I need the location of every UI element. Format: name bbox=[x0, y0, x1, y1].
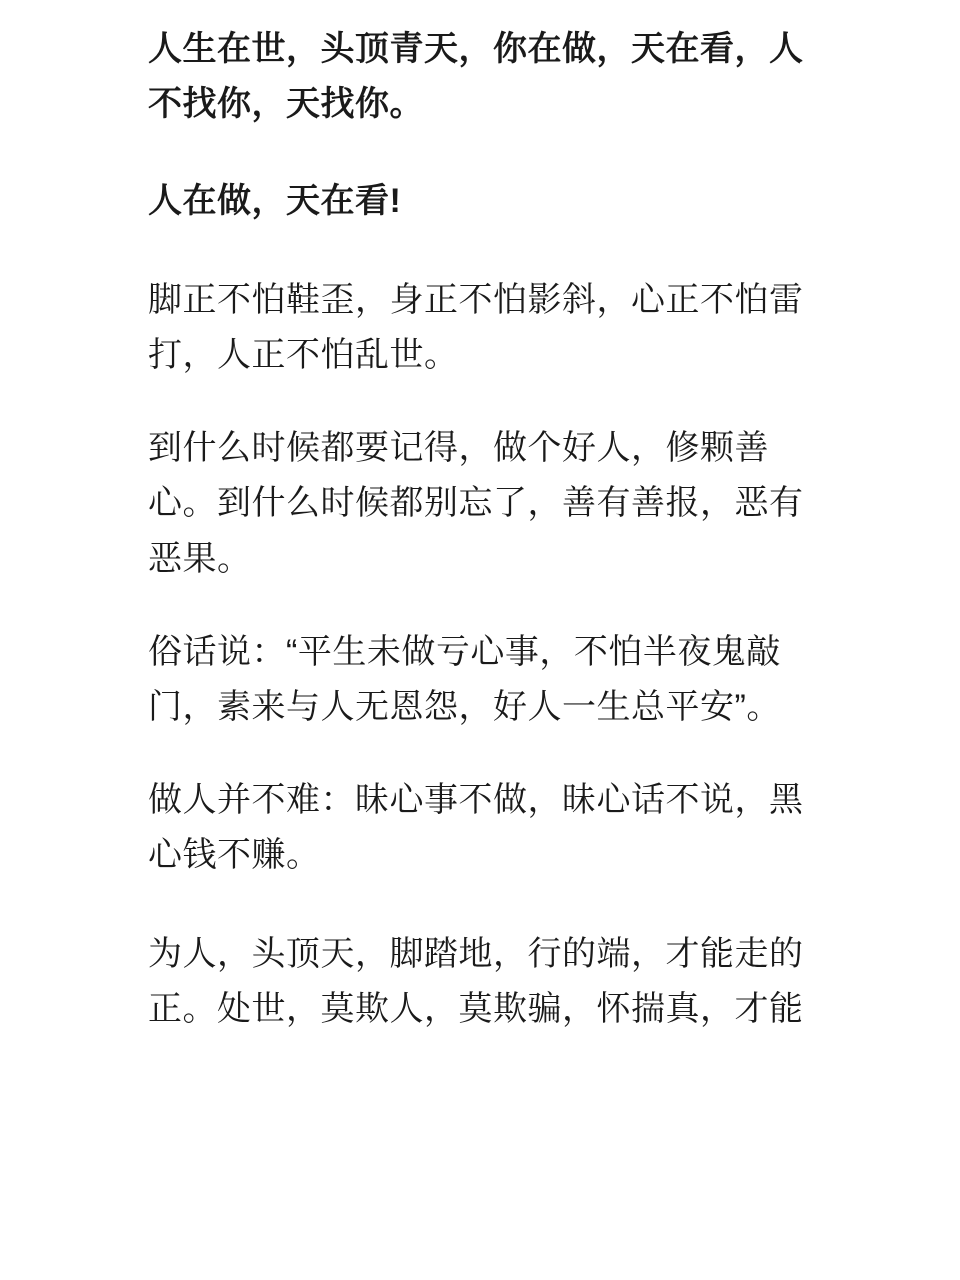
paragraph-6: 做人并不难：昧心事不做，昧心话不说，黑心钱不赚。 bbox=[148, 780, 804, 874]
paragraph-2: 人在做，天在看! bbox=[148, 182, 402, 221]
paragraph-1: 人生在世，头顶青天，你在做，天在看，人不找你，天找你。 bbox=[148, 30, 804, 124]
page-bottom-mask bbox=[0, 1236, 960, 1280]
paragraph-4: 到什么时候都要记得，做个好人，修颗善心。到什么时候都别忘了，善有善报，恶有恶果。 bbox=[148, 429, 804, 578]
bottom-text-fade bbox=[290, 1222, 720, 1274]
paragraph-7: 为人，头顶天，脚踏地，行的端，才能走的正。处世，莫欺人，莫欺骗，怀揣真，才能 bbox=[148, 934, 804, 1029]
paragraph-3: 脚正不怕鞋歪，身正不怕影斜，心正不怕雷打，人正不怕乱世。 bbox=[148, 281, 804, 375]
article-body bbox=[148, 22, 812, 1037]
paragraph-5: 俗话说：“平生未做亏心事，不怕半夜鬼敲门，素来与人无恩怨，好人一生总平安”。 bbox=[148, 632, 781, 726]
